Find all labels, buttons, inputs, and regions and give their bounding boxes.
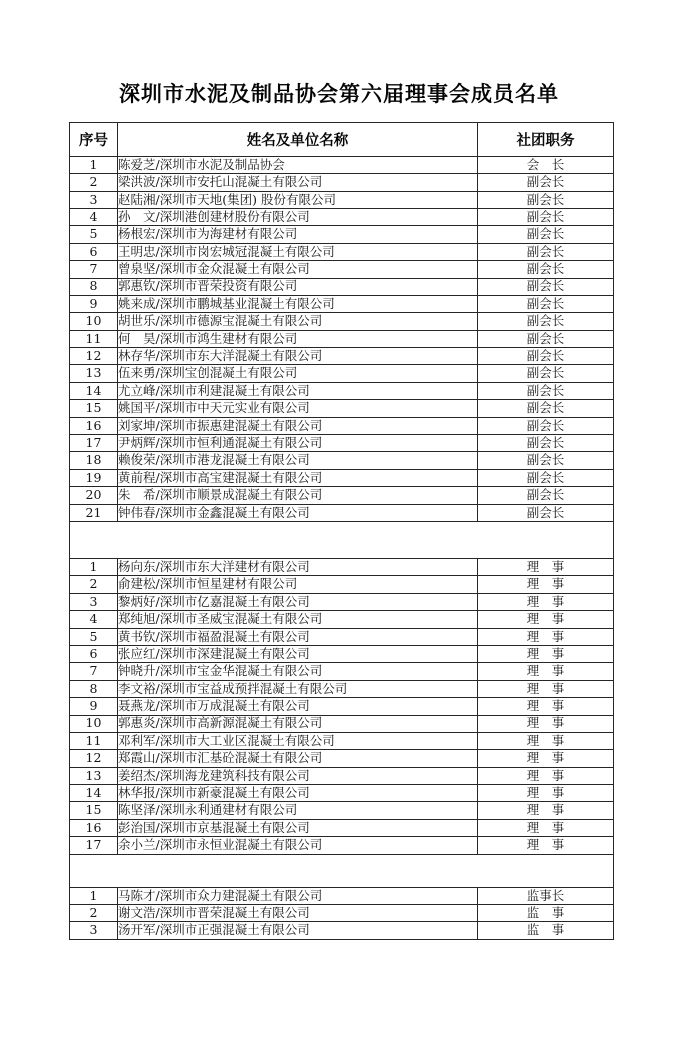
cell-position: 副会长	[478, 330, 614, 347]
table-row	[70, 922, 614, 939]
table-row	[70, 732, 614, 749]
cell-index: 11	[70, 330, 118, 347]
cell-name: 聂燕龙/深圳市万成混凝土有限公司	[118, 698, 478, 715]
section-gap-cell	[70, 522, 614, 559]
cell-name: 姜绍杰/深圳海龙建筑科技有限公司	[118, 767, 478, 784]
cell-index: 1	[70, 156, 118, 173]
cell-name: 曾泉坚/深圳市金众混凝土有限公司	[118, 261, 478, 278]
cell-name: 姚来成/深圳市鹏城基业混凝土有限公司	[118, 295, 478, 312]
table-row	[70, 208, 614, 225]
cell-name: 孙 文/深圳港创建材股份有限公司	[118, 208, 478, 225]
table-header-row	[70, 123, 614, 157]
cell-position: 副会长	[478, 452, 614, 469]
cell-name: 陈爱芝/深圳市水泥及制品协会	[118, 156, 478, 173]
cell-name: 黎炳好/深圳市亿嘉混凝土有限公司	[118, 593, 478, 610]
table-row	[70, 559, 614, 576]
cell-position: 监 事	[478, 922, 614, 939]
cell-position: 副会长	[478, 382, 614, 399]
section-gap-row	[70, 854, 614, 887]
table-row	[70, 417, 614, 434]
cell-name: 朱 希/深圳市顺景成混凝土有限公司	[118, 487, 478, 504]
cell-index: 11	[70, 732, 118, 749]
table-row	[70, 767, 614, 784]
table-row	[70, 715, 614, 732]
cell-position: 副会长	[478, 174, 614, 191]
cell-name: 李文裕/深圳市宝益成预拌混凝土有限公司	[118, 680, 478, 697]
cell-index: 21	[70, 504, 118, 521]
table-row	[70, 750, 614, 767]
cell-name: 赖俊荣/深圳市港龙混凝土有限公司	[118, 452, 478, 469]
table-row	[70, 905, 614, 922]
cell-position: 副会长	[478, 348, 614, 365]
cell-name: 马陈才/深圳市众力建混凝土有限公司	[118, 887, 478, 904]
table-row	[70, 452, 614, 469]
table-row	[70, 191, 614, 208]
cell-index: 12	[70, 348, 118, 365]
cell-position: 理 事	[478, 645, 614, 662]
cell-name: 郑纯旭/深圳市圣威宝混凝土有限公司	[118, 611, 478, 628]
cell-name: 余小兰/深圳市永恒业混凝土有限公司	[118, 837, 478, 854]
cell-name: 尹炳辉/深圳市恒利通混凝土有限公司	[118, 435, 478, 452]
table-row	[70, 593, 614, 610]
table-row	[70, 785, 614, 802]
cell-position: 副会长	[478, 487, 614, 504]
cell-index: 8	[70, 680, 118, 697]
table-row	[70, 348, 614, 365]
cell-position: 理 事	[478, 559, 614, 576]
cell-name: 郭惠炎/深圳市高新源混凝土有限公司	[118, 715, 478, 732]
cell-index: 4	[70, 611, 118, 628]
cell-index: 5	[70, 628, 118, 645]
cell-position: 理 事	[478, 628, 614, 645]
table-row	[70, 156, 614, 173]
cell-position: 理 事	[478, 767, 614, 784]
cell-index: 3	[70, 593, 118, 610]
cell-name: 梁洪波/深圳市安托山混凝土有限公司	[118, 174, 478, 191]
section-gap-row	[70, 522, 614, 559]
section-gap-cell	[70, 854, 614, 887]
cell-name: 杨根宏/深圳市为海建材有限公司	[118, 226, 478, 243]
table-row	[70, 174, 614, 191]
cell-index: 16	[70, 819, 118, 836]
cell-index: 2	[70, 905, 118, 922]
cell-index: 15	[70, 400, 118, 417]
cell-name: 王明忠/深圳市岗宏城冠混凝土有限公司	[118, 243, 478, 260]
cell-index: 12	[70, 750, 118, 767]
table-row	[70, 680, 614, 697]
cell-position: 副会长	[478, 313, 614, 330]
cell-name: 赵陆湘/深圳市天地(集团) 股份有限公司	[118, 191, 478, 208]
cell-position: 理 事	[478, 837, 614, 854]
table-row	[70, 887, 614, 904]
cell-name: 杨向东/深圳市东大洋建材有限公司	[118, 559, 478, 576]
table-row	[70, 243, 614, 260]
header-position: 社团职务	[478, 123, 614, 157]
cell-position: 副会长	[478, 208, 614, 225]
cell-index: 19	[70, 469, 118, 486]
cell-name: 林华报/深圳市新豪混凝土有限公司	[118, 785, 478, 802]
cell-index: 8	[70, 278, 118, 295]
cell-index: 17	[70, 837, 118, 854]
cell-index: 4	[70, 208, 118, 225]
cell-position: 副会长	[478, 417, 614, 434]
table-row	[70, 819, 614, 836]
cell-name: 钟伟春/深圳市金鑫混凝土有限公司	[118, 504, 478, 521]
cell-position: 副会长	[478, 191, 614, 208]
cell-index: 7	[70, 261, 118, 278]
cell-position: 副会长	[478, 295, 614, 312]
cell-position: 会 长	[478, 156, 614, 173]
table-row	[70, 628, 614, 645]
cell-index: 3	[70, 191, 118, 208]
cell-index: 1	[70, 887, 118, 904]
cell-name: 彭治国/深圳市京基混凝土有限公司	[118, 819, 478, 836]
cell-position: 理 事	[478, 663, 614, 680]
cell-position: 理 事	[478, 785, 614, 802]
cell-index: 5	[70, 226, 118, 243]
cell-position: 副会长	[478, 278, 614, 295]
cell-position: 理 事	[478, 611, 614, 628]
table-row	[70, 837, 614, 854]
table-row	[70, 611, 614, 628]
cell-index: 13	[70, 365, 118, 382]
members-table-body	[70, 156, 614, 939]
cell-index: 18	[70, 452, 118, 469]
table-row	[70, 226, 614, 243]
cell-position: 理 事	[478, 802, 614, 819]
cell-name: 钟晓升/深圳市宝金华混凝土有限公司	[118, 663, 478, 680]
cell-position: 理 事	[478, 750, 614, 767]
table-row	[70, 802, 614, 819]
cell-index: 20	[70, 487, 118, 504]
cell-name: 郑霞山/深圳市汇基砼混凝土有限公司	[118, 750, 478, 767]
cell-name: 汤开军/深圳市正强混凝土有限公司	[118, 922, 478, 939]
cell-index: 2	[70, 576, 118, 593]
cell-index: 9	[70, 698, 118, 715]
cell-position: 理 事	[478, 593, 614, 610]
table-row	[70, 382, 614, 399]
members-table	[69, 122, 614, 940]
cell-name: 张应红/深圳市深建混凝土有限公司	[118, 645, 478, 662]
cell-index: 9	[70, 295, 118, 312]
cell-position: 副会长	[478, 504, 614, 521]
cell-name: 伍来勇/深圳宝创混凝土有限公司	[118, 365, 478, 382]
cell-index: 6	[70, 243, 118, 260]
cell-name: 黄书钦/深圳市福盈混凝土有限公司	[118, 628, 478, 645]
cell-position: 副会长	[478, 365, 614, 382]
cell-index: 1	[70, 559, 118, 576]
cell-index: 2	[70, 174, 118, 191]
cell-position: 理 事	[478, 698, 614, 715]
cell-position: 副会长	[478, 435, 614, 452]
cell-position: 监事长	[478, 887, 614, 904]
cell-position: 副会长	[478, 261, 614, 278]
cell-name: 刘家坤/深圳市振惠建混凝土有限公司	[118, 417, 478, 434]
header-name: 姓名及单位名称	[118, 123, 478, 157]
cell-index: 6	[70, 645, 118, 662]
cell-position: 理 事	[478, 819, 614, 836]
cell-name: 邓利军/深圳市大工业区混凝土有限公司	[118, 732, 478, 749]
table-row	[70, 330, 614, 347]
cell-position: 副会长	[478, 243, 614, 260]
cell-index: 16	[70, 417, 118, 434]
cell-name: 胡世乐/深圳市德源宝混凝土有限公司	[118, 313, 478, 330]
cell-index: 10	[70, 313, 118, 330]
cell-index: 13	[70, 767, 118, 784]
cell-position: 理 事	[478, 732, 614, 749]
cell-name: 俞建松/深圳市恒星建材有限公司	[118, 576, 478, 593]
cell-position: 副会长	[478, 469, 614, 486]
cell-index: 7	[70, 663, 118, 680]
table-row	[70, 295, 614, 312]
table-row	[70, 365, 614, 382]
cell-position: 副会长	[478, 226, 614, 243]
page-title: 深圳市水泥及制品协会第六届理事会成员名单	[119, 82, 559, 106]
cell-position: 副会长	[478, 400, 614, 417]
table-row	[70, 278, 614, 295]
table-row	[70, 400, 614, 417]
cell-position: 理 事	[478, 680, 614, 697]
cell-name: 黄前程/深圳市高宝建混凝土有限公司	[118, 469, 478, 486]
cell-index: 15	[70, 802, 118, 819]
cell-position: 理 事	[478, 576, 614, 593]
cell-index: 17	[70, 435, 118, 452]
table-row	[70, 487, 614, 504]
cell-index: 14	[70, 785, 118, 802]
cell-index: 3	[70, 922, 118, 939]
table-row	[70, 698, 614, 715]
table-row	[70, 261, 614, 278]
cell-position: 监 事	[478, 905, 614, 922]
cell-name: 姚国平/深圳市中天元实业有限公司	[118, 400, 478, 417]
table-row	[70, 469, 614, 486]
cell-name: 林存华/深圳市东大洋混凝土有限公司	[118, 348, 478, 365]
cell-index: 14	[70, 382, 118, 399]
header-index: 序号	[70, 123, 118, 157]
cell-name: 陈坚泽/深圳永利通建材有限公司	[118, 802, 478, 819]
table-row	[70, 663, 614, 680]
cell-name: 尤立峰/深圳市利建混凝土有限公司	[118, 382, 478, 399]
table-row	[70, 313, 614, 330]
cell-name: 郭惠钦/深圳市晋荣投资有限公司	[118, 278, 478, 295]
table-row	[70, 645, 614, 662]
cell-index: 10	[70, 715, 118, 732]
cell-name: 谢文浩/深圳市晋荣混凝土有限公司	[118, 905, 478, 922]
table-row	[70, 576, 614, 593]
cell-position: 理 事	[478, 715, 614, 732]
table-row	[70, 504, 614, 521]
cell-name: 何 昊/深圳市鸿生建材有限公司	[118, 330, 478, 347]
table-row	[70, 435, 614, 452]
